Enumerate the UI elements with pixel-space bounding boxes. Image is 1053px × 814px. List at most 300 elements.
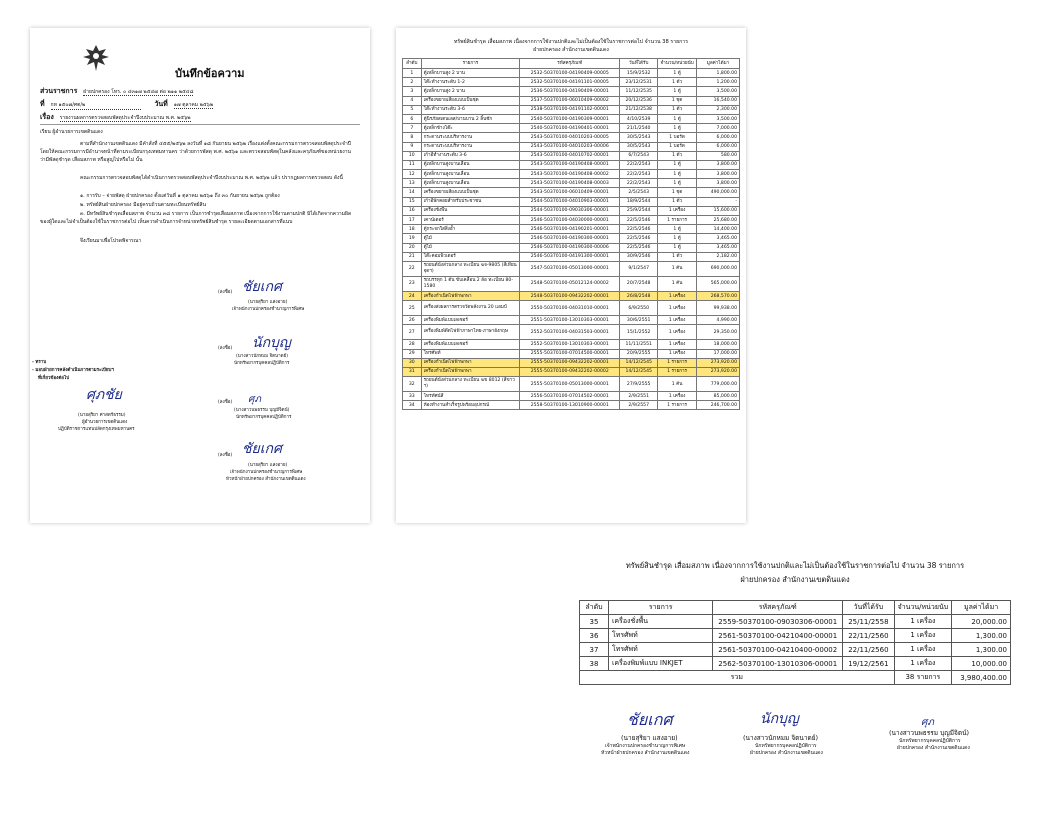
table-cell-code: 2544-50370100-04010903-00001 (520, 197, 620, 206)
table-cell-date: 23/12/2531 (620, 78, 658, 87)
table-cell-qty: 1 ตัว (658, 78, 697, 87)
table-cell-no: 10 (403, 151, 422, 160)
table-cell-no: 28 (403, 340, 422, 349)
table-cell-date: 30/5/2543 (620, 142, 658, 151)
table2-body (580, 615, 1011, 671)
table-row (403, 276, 740, 291)
asset-table-2 (579, 600, 1011, 685)
note-line-1: - ทราบ (32, 360, 47, 365)
table2-signature-1: ชัยเกศ (627, 710, 673, 729)
table-row (403, 401, 740, 410)
asset-list-page-2 (575, 528, 1015, 788)
table-cell-code: 2561-50370100-04210400-00001 (713, 629, 843, 643)
table-cell-qty: 1 เครื่อง (658, 340, 697, 349)
table-cell-item: เครื่องพิมพ์แบบ INKJET (608, 657, 712, 671)
table2-header-row (580, 601, 1011, 615)
table-cell-date: 21/12/2538 (620, 105, 658, 114)
table-cell-date: 22/2/2543 (620, 160, 658, 169)
table-cell-code: 2552-50370100-13010303-00001 (520, 340, 620, 349)
table-cell-code: 2546-50370100-04030000-00001 (520, 216, 620, 225)
table2-signer-1-name: (นายสุริยา แสงอาย) (621, 734, 678, 742)
col-header-no: ลำดับ (403, 59, 422, 69)
table-cell-no: 27 (403, 325, 422, 340)
table-cell-value: 6,000.00 (697, 133, 740, 142)
table-cell-date: 22/5/2546 (620, 234, 658, 243)
table-cell-date: 22/2/2543 (620, 170, 658, 179)
table-cell-no: 8 (403, 133, 422, 142)
table-cell-qty: 1 คัน (658, 261, 697, 276)
table-cell-date: 22/5/2546 (620, 225, 658, 234)
table-cell-value: 565,000.00 (697, 276, 740, 291)
signer-2-name: (นางสาวนักหมม จิตนาดย์) (236, 354, 288, 359)
table-cell-no: 4 (403, 96, 422, 105)
memo-item2: ๒. ทรัพย์สินฝ่ายปกครอง มีอยู่ครบถ้วนตามทะเบียนทรัพย์สิน (80, 202, 207, 208)
note-line-2: - มอบฝ่ายการคลังดำเนินการตามระเบียบฯ (32, 368, 114, 373)
table-cell-item: ห้องทำงานสำเร็จรูปพร้อมอุปกรณ์ (421, 401, 520, 410)
table-cell-no: 32 (403, 377, 422, 392)
table-row (403, 197, 740, 206)
table-cell-item: เครื่องกำเนิดไฟฟ้าพกพา (421, 358, 520, 367)
table-cell-item: ตู้ไม้ (421, 243, 520, 252)
table2-signer-3-title2: ฝ่ายปกครอง สำนักงานเขตดินแดง (897, 745, 970, 751)
table-cell-value: 580.00 (697, 151, 740, 160)
table-cell-value: 3,800.00 (697, 170, 740, 179)
date-value: ๑๗ ตุลาคม ๒๕๖๒ (173, 102, 214, 108)
note-line-3: ที่เกี่ยวข้องต่อไป (38, 376, 70, 381)
table-cell-no: 35 (580, 615, 609, 629)
table-row (403, 69, 740, 78)
table-cell-code: 2540-50370100-04190309-00001 (520, 114, 620, 123)
table-cell-code: 2536-50370100-04190409-00001 (520, 87, 620, 96)
table-row (403, 179, 740, 188)
table-cell-item: เครื่องขยายเสียงแบบเป็นชุด (421, 96, 520, 105)
table-cell-date: 25/9/2544 (620, 206, 658, 215)
col-header-no: ลำดับ (580, 601, 609, 615)
table-cell-qty: 1 รายการ (658, 216, 697, 225)
table-row (403, 316, 740, 325)
table-cell-date: 22/2/2543 (620, 179, 658, 188)
table-cell-date: 4/10/2539 (620, 114, 658, 123)
signer-4-name: (นายสุริยา แสงอาย) (248, 463, 288, 468)
table-cell-code: 2546-50370100-04190201-00001 (520, 225, 620, 234)
table-row (403, 367, 740, 376)
table-cell-code: 2548-50370100-05012124-00002 (520, 276, 620, 291)
table-row (403, 349, 740, 358)
col-header-qty: จำนวน/หน่วยนับ (894, 601, 952, 615)
table-cell-no: 37 (580, 643, 609, 657)
table-cell-item: กระดานระบบบริหารงาน (421, 142, 520, 151)
signature-4: ชัยเกศ (242, 441, 282, 457)
table-cell-qty: 1 ตู้ (658, 234, 697, 243)
table-cell-date: 20/9/2555 (620, 349, 658, 358)
table-cell-value: 4,990.00 (697, 316, 740, 325)
note-title-2: ปฏิบัติราชการแทนปลัดกรุงเทพมหานคร (58, 427, 135, 432)
table-cell-item: ตู้เหล็กบานสูงบานเลื่อน (421, 170, 520, 179)
memo-to: เรียน ผู้อำนวยการเขตดินแดง (40, 129, 103, 135)
table-cell-no: 19 (403, 234, 422, 243)
table-cell-qty: 1 ตู้ (658, 160, 697, 169)
table-cell-item: ตู้เหล็กบานสูงบานเลื่อน (421, 160, 520, 169)
table-cell-no: 34 (403, 401, 422, 410)
ref-value: กท ๑๕๐๗/ศต/๒ (51, 101, 141, 110)
table-cell-code: 2555-50370100-09432202-00002 (520, 367, 620, 376)
signature-2: นักบุญ (252, 335, 291, 351)
table-cell-value: 1,300.00 (952, 629, 1011, 643)
table-cell-value: 3,800.00 (697, 160, 740, 169)
table-cell-no: 33 (403, 392, 422, 401)
table-cell-value: - (697, 197, 740, 206)
table-cell-code: 2555-50370100-07014500-00001 (520, 349, 620, 358)
table-cell-code: 2543-50370100-04190408-00003 (520, 179, 620, 188)
table-cell-value: 7,000.00 (697, 124, 740, 133)
table-cell-no: 2 (403, 78, 422, 87)
table2-signer-3-name: (นางสาวนพธรรม บุญมีจิตน์) (889, 729, 970, 737)
table-cell-qty: 1 ตู้ (658, 170, 697, 179)
table-cell-date: 22/11/2560 (843, 629, 895, 643)
table-cell-date: 30/5/2543 (620, 133, 658, 142)
table-cell-item: โทรทัศน์สี (421, 392, 520, 401)
table-row (403, 252, 740, 261)
table-row (403, 78, 740, 87)
table-cell-qty: 1 ตู้ (658, 124, 697, 133)
date-label: วันที่ (154, 100, 168, 108)
table-cell-date: 6/9/2550 (620, 301, 658, 316)
table-cell-date: 22/5/2546 (620, 216, 658, 225)
table-cell-value: 14,400.00 (697, 225, 740, 234)
col-header-code: รหัสครุภัณฑ์ (520, 59, 620, 69)
table-cell-value: 20,000.00 (952, 615, 1011, 629)
table-cell-qty: 1 เครื่อง (894, 629, 952, 643)
table-cell-item: เครื่องพิมพ์ดีดไฟฟ้าภาษาไทย-ภาษาอังกฤษ (421, 325, 520, 340)
table-cell-value: 273,920.00 (697, 358, 740, 367)
table-cell-date: 11/12/2535 (620, 87, 658, 96)
table2-signature-3: ศุภ (921, 717, 934, 728)
table-row (403, 114, 740, 123)
table-cell-item: เก้าอี้พักคอยสำหรับประชาชน (421, 197, 520, 206)
table-row (403, 234, 740, 243)
table-cell-code: 2532-50370100-04191101-00005 (520, 78, 620, 87)
table-cell-no: 7 (403, 124, 422, 133)
table-cell-item: เครื่องชั่งพื้น (421, 206, 520, 215)
table-cell-no: 1 (403, 69, 422, 78)
table-cell-date: 30/6/2551 (620, 316, 658, 325)
table-cell-value: 273,920.00 (697, 367, 740, 376)
memo-para1: ตามที่สำนักงานเขตดินแดง มีคำสั่งที่ ๔๕๕/๒๕๖๒ ลงวันที่ ๑๘ กันยายน ๒๕๖๒ เรื่องแต่งตั้งคณะกรรมการตรวจสอบพัสดุประจำปี โดยให้คณะกรรมการมีอำนาจหน้าที่ตามระเบียบกรุงเทพมหานคร ว่าด้วยการพัสดุ พ.ศ. ๒๕๖๑ และตรวจสอบพัสดุในคลังและครุภัณฑ์ของหน่วยงาน ว่ามีพัสดุชำรุด เสื่อมสภาพ หรือสูญไปหรือไม่ นั้น (40, 141, 351, 163)
signature-3: ศุภ (248, 394, 261, 405)
table-cell-no: 16 (403, 206, 422, 215)
table-cell-date: 18/9/2544 (620, 197, 658, 206)
table-cell-qty: 1 คัน (658, 276, 697, 291)
table2-total-row (580, 671, 1011, 685)
note-title-1: ผู้อำนวยการเขตดินแดง (82, 420, 128, 425)
table1-title-line2: ฝ่ายปกครอง สำนักงานเขตดินแดง (533, 47, 609, 53)
table-cell-value: 3,500.00 (697, 114, 740, 123)
subject-label: เรื่อง (40, 113, 54, 121)
table-row (403, 325, 740, 340)
table-cell-item: เครื่องกำเนิดไฟฟ้าพกพา (421, 367, 520, 376)
table-cell-qty: 1 ตัว (658, 252, 697, 261)
table-cell-date: 25/11/2558 (843, 615, 895, 629)
table-row (403, 133, 740, 142)
table-cell-value: 1,800.00 (697, 69, 740, 78)
table-cell-code: 2548-50370100-09432202-00001 (520, 291, 620, 300)
table-row (403, 291, 740, 300)
table-cell-code: 2556-50370100-07014502-00001 (520, 392, 620, 401)
table-cell-value: 99,938.00 (697, 301, 740, 316)
table-cell-date: 20/12/2536 (620, 96, 658, 105)
signer-3-name: (นางสาวนพธรรม บุญมีจิตน์) (234, 408, 290, 413)
col-header-item: รายการ (608, 601, 712, 615)
table-cell-value: 2,300.00 (697, 105, 740, 114)
table-row (403, 340, 740, 349)
memo-item1: ๑. การรับ – จ่ายพัสดุ ฝ่ายปกครอง ตั้งแต่วันที่ ๑ ตุลาคม ๒๕๖๑ ถึง ๓๐ กันยายน ๒๕๖๒ ถูกต้อง (80, 193, 280, 199)
table-cell-no: 23 (403, 276, 422, 291)
header-divider (40, 124, 360, 125)
table-cell-no: 29 (403, 349, 422, 358)
table-cell-value: 268,570.00 (697, 291, 740, 300)
table-cell-code: 2543-50370100-06010409-00001 (520, 188, 620, 197)
table2-signer-2-name: (นางสาวนักหมม จิตนาดย์) (743, 734, 819, 742)
table-cell-item: เครื่องกำเนิดไฟฟ้าพกพา (421, 291, 520, 300)
table2-title-line2: ฝ่ายปกครอง สำนักงานเขตดินแดง (740, 575, 850, 584)
table-cell-value: 29,350.00 (697, 325, 740, 340)
signer-4-title: เจ้าพนักงานปกครองชำนาญการพิเศษ (230, 470, 303, 475)
table2-signer-2-title2: ฝ่ายปกครอง สำนักงานเขตดินแดง (750, 750, 823, 756)
table-row (403, 301, 740, 316)
table-cell-item: ตู้เหล็กข้างโต๊ะ (421, 124, 520, 133)
table-cell-no: 17 (403, 216, 422, 225)
total-count: 38 รายการ (894, 671, 952, 685)
table-cell-date: 9/1/2547 (620, 261, 658, 276)
table-cell-item: รถยนต์นั่งส่วนกลาง ทะเบียน ฆข 8012 (สีขาว ฯ) (421, 377, 520, 392)
table-cell-qty: 1 ตู้ (658, 225, 697, 234)
table-cell-code: 2538-50370100-04191102-00001 (520, 105, 620, 114)
table-row (403, 392, 740, 401)
table1-title-line1: ทรัพย์สินชำรุด เสื่อมสภาพ เนื่องจากการใช้งานปกติและไม่เป็นต้องใช้ในราชการต่อไป จำนวน 38 รายการ (453, 39, 689, 45)
table-cell-value: 18,000.00 (697, 340, 740, 349)
table-cell-code: 2532-50370100-04190409-00005 (520, 69, 620, 78)
table-cell-code: 2543-50370100-04010203-00005 (520, 133, 620, 142)
table-cell-item: โทรศัพท์ (608, 643, 712, 657)
table-cell-value: 6,000.00 (697, 142, 740, 151)
table-cell-qty: 1 ชุด (658, 188, 697, 197)
table-row (403, 87, 740, 96)
signer-3-title: นักทรัพยากรบุคคลปฏิบัติการ (236, 415, 292, 420)
table-cell-no: 25 (403, 301, 422, 316)
table2-signer-3-title1: นักทรัพยากรบุคคลปฏิบัติการ (899, 738, 961, 744)
table-cell-code: 2544-50370100-09030306-00001 (520, 206, 620, 215)
memo-item3: ๓. มีทรัพย์สินชำรุดเสื่อมสภาพ จำนวน ๓๘ รายการ เป็นการชำรุดเสื่อมสภาพ เนื่องจากการใช้งานตามปกติ มิได้เกิดจากความผิดของผู้ใดและไม่จำเป็นต้องใช้ในราชการต่อไป เห็นควรดำเนินการจำหน่ายทรัพย์สินชำรุด รายละเอียดตามเอกสารที่แนบ (40, 211, 352, 225)
asset-table-1 (402, 58, 740, 410)
table-cell-qty: 1 ตู้ (658, 114, 697, 123)
table-row (403, 206, 740, 215)
table-cell-no: 36 (580, 629, 609, 643)
table-cell-qty: 1 ตัว (658, 197, 697, 206)
table-cell-date: 14/12/2545 (620, 367, 658, 376)
table-cell-qty: 1 เครื่อง (658, 316, 697, 325)
table-cell-item: เครื่องชั่งพื้น (608, 615, 712, 629)
table-cell-value: 3,465.00 (697, 243, 740, 252)
table-cell-item: โต๊ะทำงานระดับ 3-6 (421, 105, 520, 114)
table-cell-value: 1,200.00 (697, 78, 740, 87)
table-cell-code: 2555-50370100-09432202-00001 (520, 358, 620, 367)
table-cell-value: 15,600.00 (697, 206, 740, 215)
subject-value: รายงานผลการตรวจสอบพัสดุประจำปีงบประมาณ พ.ศ. ๒๕๖๒ (59, 115, 191, 121)
table-cell-code: 2540-50370100-04190401-00001 (520, 124, 620, 133)
total-label: รวม (580, 671, 895, 685)
table-cell-date: 2/9/2557 (620, 401, 658, 410)
table-cell-date: 27/9/2555 (620, 377, 658, 392)
sign-prefix-4: (ลงชื่อ) (218, 453, 233, 458)
table-row (403, 358, 740, 367)
table-cell-value: 1,300.00 (952, 643, 1011, 657)
table-cell-item: โต๊ะทำงานระดับ 1-2 (421, 78, 520, 87)
table-row (403, 377, 740, 392)
table-cell-code: 2543-50370100-04190408-00001 (520, 160, 620, 169)
table-cell-no: 31 (403, 367, 422, 376)
table-cell-date: 26/8/2548 (620, 291, 658, 300)
table-cell-qty: 1 ตู้ (658, 179, 697, 188)
col-header-value: มูลค่าได้มา (697, 59, 740, 69)
table-row (403, 188, 740, 197)
table-cell-value: 10,000.00 (952, 657, 1011, 671)
table-row (403, 142, 740, 151)
memo-closing: จึงเรียนมาเพื่อโปรดพิจารณา (80, 238, 142, 244)
table-row (403, 170, 740, 179)
table-cell-no: 5 (403, 105, 422, 114)
table-cell-date: 19/12/2561 (843, 657, 895, 671)
table-cell-value: 17,000.00 (697, 349, 740, 358)
col-header-item: รายการ (421, 59, 520, 69)
table-cell-date: 15/9/2532 (620, 69, 658, 78)
table-cell-code: 2562-50370100-13010306-00001 (713, 657, 843, 671)
table-cell-item: ตู้ไม้ (421, 234, 520, 243)
table-cell-qty: 1 คัน (658, 377, 697, 392)
table-cell-no: 22 (403, 261, 422, 276)
table-cell-qty: 1 รายการ (658, 367, 697, 376)
table-cell-no: 26 (403, 316, 422, 325)
table-cell-qty: 1 เครื่อง (894, 615, 952, 629)
ref-row (40, 99, 213, 110)
table-cell-item: เครื่องพิมพ์แบบเลเซอร์ (421, 340, 520, 349)
table1-header-row (403, 59, 740, 69)
table-cell-qty: 1 เครื่อง (658, 349, 697, 358)
table-cell-item: โทรศัพท์ (608, 629, 712, 643)
table-cell-item: โต๊ะคอมพิวเตอร์ (421, 252, 520, 261)
col-header-value: มูลค่าได้มา (952, 601, 1011, 615)
table-cell-date: 21/1/2540 (620, 124, 658, 133)
table-cell-value: 490,000.00 (697, 188, 740, 197)
table-row (580, 643, 1011, 657)
table-row (403, 124, 740, 133)
table-cell-item: เครื่องส่งผลการตรวจวัดพลังงาน 20 แอมป์ (421, 301, 520, 316)
table-row (403, 243, 740, 252)
table-cell-qty: 1 บอร์ด (658, 142, 697, 151)
table-cell-qty: 1 เครื่อง (658, 325, 697, 340)
table-cell-no: 14 (403, 188, 422, 197)
table-cell-item: กระดานระบบบริหารงาน (421, 133, 520, 142)
table-cell-qty: 1 เครื่อง (658, 291, 697, 300)
agency-label: ส่วนราชการ (40, 87, 78, 95)
table-cell-date: 22/11/2560 (843, 643, 895, 657)
table-cell-item: เครื่องขยายเสียงแบบเป็นชุด (421, 188, 520, 197)
memo-page (30, 28, 370, 523)
table-cell-value: 779,000.00 (697, 377, 740, 392)
signature-1: ชัยเกศ (242, 279, 282, 295)
table-cell-no: 21 (403, 252, 422, 261)
table-cell-no: 18 (403, 225, 422, 234)
table-cell-date: 2/9/2551 (620, 392, 658, 401)
table-cell-qty: 1 รายการ (658, 401, 697, 410)
table-cell-date: 30/9/2546 (620, 252, 658, 261)
table-row (403, 261, 740, 276)
table-cell-qty: 1 เครื่อง (658, 206, 697, 215)
table2-signature-2: นักบุญ (760, 711, 799, 727)
table-cell-code: 2561-50370100-04210400-00002 (713, 643, 843, 657)
sign-prefix-1: (ลงชื่อ) (218, 290, 233, 295)
table-cell-value: 85,000.00 (697, 392, 740, 401)
table-cell-qty: 1 ตู้ (658, 69, 697, 78)
table-row (580, 615, 1011, 629)
sign-prefix-3: (ลงชื่อ) (218, 400, 233, 405)
table-row (403, 105, 740, 114)
table-cell-item: ตู้นิรภัยสเตนเลส/บานบาน 2 ลิ้นชัก (421, 114, 520, 123)
table-cell-qty: 1 เครื่อง (658, 301, 697, 316)
table-cell-value: 25,680.00 (697, 216, 740, 225)
table-cell-date: 6/7/2543 (620, 151, 658, 160)
memo-title: บันทึกข้อความ (175, 67, 245, 80)
table-cell-qty: 1 ตัว (658, 151, 697, 160)
table-cell-item: เคาน์เตอร์ (421, 216, 520, 225)
table-cell-value: 16,540.00 (697, 96, 740, 105)
memo-para2: คณะกรรมการตรวจสอบพัสดุได้ดำเนินการตรวจสอบพัสดุประจำปีงบประมาณ พ.ศ. ๒๕๖๒ แล้ว ปรากฏผลการตรวจสอบ ดังนี้ (80, 175, 343, 181)
table-cell-date: 22/5/2546 (620, 243, 658, 252)
table-cell-item: เครื่องพิมพ์แบบเลเซอร์ (421, 316, 520, 325)
note-name: (นายสุริยา ศาสตร์ธรรม) (78, 413, 126, 418)
table-cell-code: 2543-50370100-04190408-00002 (520, 170, 620, 179)
col-header-date: วันที่ได้รับ (843, 601, 895, 615)
table-cell-qty: 1 เครื่อง (894, 643, 952, 657)
table-cell-code: 2543-50370100-04010702-00001 (520, 151, 620, 160)
table-cell-item: ตู้กระจกใส่สิ่งอ้ำ (421, 225, 520, 234)
table-cell-item: รถยนต์นั่งส่วนกลาง ทะเบียน ฆจ-9805 (สีเทียนจุดฯ) (421, 261, 520, 276)
table2-title-line1: ทรัพย์สินชำรุด เสื่อมสภาพ เนื่องจากการใช้งานปกติและไม่เป็นต้องใช้ในราชการต่อไป จำนวน 38 รายการ (625, 561, 965, 570)
table-cell-date: 15/1/2552 (620, 325, 658, 340)
table-cell-no: 38 (580, 657, 609, 671)
table-cell-code: 2559-50370100-09030306-00001 (713, 615, 843, 629)
table-cell-qty: 1 บอร์ด (658, 133, 697, 142)
table-cell-code: 2546-50370100-04191300-00001 (520, 252, 620, 261)
table-cell-code: 2546-50370100-04190300-00006 (520, 243, 620, 252)
table-cell-qty: 1 รายการ (658, 358, 697, 367)
agency-row (40, 86, 193, 97)
table-row (403, 225, 740, 234)
sign-prefix-2: (ลงชื่อ) (218, 346, 233, 351)
table-cell-item: ตู้เหล็กบานสูง 2 บาน (421, 69, 520, 78)
table-cell-no: 13 (403, 179, 422, 188)
subject-row (40, 112, 191, 123)
table-cell-code: 2550-50370100-04031010-00001 (520, 301, 620, 316)
table-row (580, 629, 1011, 643)
table-cell-code: 2547-50370100-05013000-00001 (520, 261, 620, 276)
table2-signer-1-title2: หัวหน้าฝ่ายปกครอง สำนักงานเขตดินแดง (601, 750, 690, 756)
table-cell-qty: 1 ตู้ (658, 243, 697, 252)
table-cell-qty: 1 ตู้ (658, 87, 697, 96)
table-cell-qty: 1 เครื่อง (658, 392, 697, 401)
ref-label: ที่ (40, 100, 45, 108)
table-cell-item: ตู้เหล็กบานสูง 2 บาน (421, 87, 520, 96)
table-cell-value: 2,182.00 (697, 252, 740, 261)
